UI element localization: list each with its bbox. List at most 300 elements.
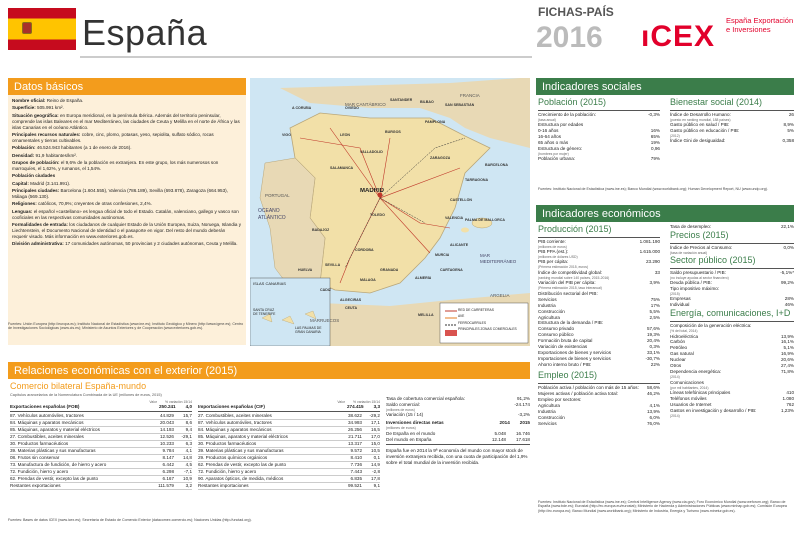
social-fuentes: Fuentes: Instituto Nacional de Estadística (www.ine.es); Banco Mundial (www.worldbank.org); Human Development Report, NU (www.undp.org).: [538, 187, 768, 191]
bien-row-value: 5%: [787, 128, 794, 134]
right-row-value: 22,1%: [780, 224, 794, 229]
bien-row-value: 26: [788, 111, 794, 117]
trade-item: 87. Vehículos automóviles, tractores: [198, 419, 272, 425]
datos-item: [12, 181, 242, 187]
trade-col-valor: Valor: [149, 399, 158, 404]
trade-var: -29,2: [369, 413, 380, 418]
row-wrap: [670, 245, 794, 255]
bienestar-panel: [670, 97, 794, 187]
map-city-label: VIGO: [282, 133, 291, 137]
datos-item: [12, 145, 242, 151]
datos-key: Situación geográfica:: [12, 112, 59, 118]
trade-vals: [152, 476, 192, 482]
energia-row-key: Comunicaciones: [670, 379, 704, 385]
trade-var: 10,9: [183, 475, 192, 481]
trade-row: [10, 476, 192, 483]
datos-value: en Europa meridional, en la península Ibérica. Además del territorio peninsular, comprende las islas Baleares en el mar Mediterráneo, las ciudades de Ceuta y Melilla en el norte de África y las islas Canarias en el océano Atlántico.: [12, 112, 240, 130]
map-label-argelia: ARGELIA: [490, 293, 510, 298]
trade-val: 7.736: [350, 461, 362, 467]
map-city-label: HUELVA: [298, 268, 313, 272]
trade-item: 90. Aparatos ópticos, de medida, médicos: [198, 475, 284, 481]
precios-title: Precios (2015): [670, 229, 729, 240]
comercio-panel: [10, 381, 380, 511]
sector-row-value: 99,2%: [780, 280, 794, 286]
bienestar-title: Bienestar social (2014): [670, 97, 763, 107]
pob-row-value: 0,96: [651, 145, 660, 151]
empleo-rows: [538, 385, 660, 427]
pob-row-key: 16-64 años: [538, 134, 561, 140]
prod-row-value: 57,6%: [646, 326, 660, 332]
map-city-label: CÓRDOBA: [355, 248, 374, 252]
datos-item: [12, 132, 242, 144]
map-city-label: BADAJOZ: [312, 228, 330, 232]
datos-value: 46.524.943 habitantes (a 1 de enero de 2016).: [35, 145, 132, 151]
row-wrap: [670, 323, 794, 333]
comercio-title: Comercio bilateral España-mundo: [10, 381, 147, 391]
trade-val: 44.829: [159, 413, 174, 418]
trade-row: [198, 434, 380, 441]
row-wrap: [670, 380, 794, 390]
relaciones-header: Relaciones económicas con el exterior (2015): [8, 362, 530, 379]
trade-item: 62. Prendas de vestir, excepto las de punto: [198, 461, 287, 467]
prod-row-sub: (Primera estimación 2015, tasa interanual): [538, 286, 602, 291]
sector-row-sub: (2015): [670, 292, 680, 297]
inversiones-sub: (millones de euros): [386, 426, 416, 431]
exportaciones-table: [10, 400, 192, 490]
cob-row-key: Tasa de cobertura comercial española:: [386, 396, 465, 401]
trade-vals: [340, 434, 380, 440]
pob-row-key: Crecimiento de la población:: [538, 111, 596, 117]
trade-val: 8.410: [350, 454, 362, 460]
empleo-row-value: 13,9%: [646, 408, 660, 414]
map-city-label: VALLADOLID: [360, 150, 383, 154]
row-wrap: [386, 402, 530, 412]
datos-key: Superficie:: [12, 105, 36, 111]
trade-val: 6.167: [162, 475, 174, 481]
trade-item: 87. Vehículos automóviles, tractores: [10, 413, 84, 418]
datos-item: [12, 160, 242, 172]
map-city-label: ALMERÍA: [415, 276, 432, 280]
prod-row-key: Construcción: [538, 308, 565, 314]
empleo-row-key: Construcción: [538, 414, 565, 420]
trade-row: [10, 462, 192, 469]
datos-item: [12, 241, 242, 247]
trade-row: [198, 413, 380, 420]
cobertura-panel: [386, 396, 530, 511]
row-wrap: [670, 128, 794, 138]
trade-var: -7,1: [184, 468, 192, 474]
prod-row-value: 1.615.000: [639, 249, 660, 255]
energia-row-key: Petróleo: [670, 345, 688, 351]
datos-value: 17 comunidades autónomas, 50 provincias y 2 ciudades autónomas, Ceuta y Melilla.: [63, 241, 238, 247]
trade-vals: [340, 448, 380, 454]
energia-row-key: Líneas telefónicas principales: [670, 390, 731, 396]
row-wrap: [538, 239, 660, 249]
row-wrap: [538, 249, 660, 259]
prod-row-value: 0,3%: [649, 344, 660, 350]
trade-row: [198, 441, 380, 448]
map-city-label: ALGECIRAS: [340, 298, 362, 302]
prod-row-value: 23.290: [645, 259, 660, 265]
map-label-canarias: ISLAS CANARIAS: [253, 281, 286, 286]
datos-key: Capital:: [12, 180, 29, 186]
cob-row-value: -3,2%: [517, 412, 530, 418]
datos-value: católicos, 70,9%; creyentes de otras confesiones, 2,4%.: [36, 201, 152, 207]
prod-row-key: PIB corriente:: [538, 238, 566, 244]
trade-item: 27. Combustibles, aceites minerales: [198, 413, 272, 418]
trade-item: 73. Manufactura de fundición, de hierro y acero: [10, 461, 107, 467]
prod-row-value: 33: [654, 269, 660, 275]
datos-key: Lenguas:: [12, 208, 33, 214]
trade-total-val: 250.241: [159, 404, 176, 410]
prod-row-sub: (millones de euros): [538, 244, 567, 249]
trade-vals: [340, 413, 380, 419]
trade-item: 72. Fundición, hierro y acero: [10, 468, 69, 474]
energia-row-value: 5,1%: [783, 345, 794, 351]
legend-item: FERROCARRILES: [458, 320, 487, 325]
datos-fuentes: Fuentes: Unión Europea (http://europa.eu); Instituto Nacional de Estadística (www.ine.es); Instituto Geológico y Minero (http://www.igme.es); Centro de Investigaciones Sociológicas (www.cis.es); Ministerio de Asuntos Exteriores y de Cooperación (www.exteriores.gob.es).: [8, 322, 244, 331]
cob-row-sub: (millones de euros): [386, 407, 415, 412]
energia-row-value: 1.080: [782, 396, 794, 402]
prod-row-key: Variación de existencias: [538, 344, 588, 350]
trade-item: 84. Máquinas y aparatos mecánicos: [198, 426, 272, 432]
empleo-row-key: Servicios: [538, 420, 557, 426]
empleo-row-value: 76,0%: [646, 420, 660, 426]
row-wrap: [670, 369, 794, 379]
prod-row-value: 2,5%: [649, 314, 660, 320]
legend-item: RED DE CARRETERAS: [458, 308, 494, 312]
trade-vals: [340, 483, 380, 489]
trade-vals: [340, 476, 380, 482]
trade-row: [10, 434, 192, 441]
trade-vals: [152, 434, 192, 440]
energia-row-value: 16,1%: [780, 339, 794, 345]
legend-item: AVE: [458, 314, 465, 319]
trade-vals: [152, 455, 192, 461]
row-wrap: [670, 408, 794, 418]
trade-val: 9.784: [162, 447, 174, 453]
precios-row-sub: (tasa de variación anual): [670, 250, 708, 255]
sector-row-key: Deuda pública / PIB:: [670, 280, 712, 286]
energia-row-value: 20,6%: [780, 357, 794, 363]
map-city-label: CASTELLÓN: [450, 198, 472, 202]
map-city-label: CEUTA: [345, 306, 358, 310]
prod-row-value: -30,7%: [645, 356, 660, 362]
prod-row-key: Índice de competitividad global:: [538, 269, 603, 275]
trade-val: 10.233: [159, 440, 174, 446]
prod-row-value: 5,5%: [649, 308, 660, 314]
trade-item: 85. Máquinas, aparatos y material eléctricos: [198, 433, 288, 439]
prod-row-value: 33,1%: [646, 350, 660, 356]
importaciones-table: [198, 400, 380, 490]
trade-row: [10, 483, 192, 490]
datos-key: Población ciudades: [12, 173, 56, 179]
trade-var: 9,1: [373, 482, 380, 488]
bien-row-key: Gasto público en educación / PIB:: [670, 128, 740, 134]
trade-val: 6.835: [350, 475, 362, 481]
trade-item: 72. Fundición, hierro y acero: [198, 468, 257, 474]
inv-row: [386, 437, 530, 443]
datos-item: [12, 201, 242, 207]
row-wrap: [538, 259, 660, 269]
trade-val: 34.993: [347, 419, 362, 425]
map-label-francia: FRANCIA: [460, 93, 480, 98]
map-label-tenerife: SANTA CRUZ DE TENERIFE: [253, 308, 276, 317]
trade-row: [198, 462, 380, 469]
row-wrap: [538, 146, 660, 156]
bien-row-value: 0,358: [782, 138, 794, 144]
produccion-title: Producción (2015): [538, 224, 612, 234]
map-city-label: PAMPLONA: [425, 120, 446, 124]
datos-basicos-header: Datos básicos: [8, 78, 246, 95]
trade-item: 30. Productos farmacéuticos: [198, 440, 257, 446]
map-city-label: BURGOS: [385, 130, 401, 134]
trade-val: 7.443: [350, 468, 362, 474]
datos-value: 505.991 km².: [35, 105, 64, 111]
energia-row-value: 16,9%: [780, 351, 794, 357]
comercio-note: Capítulos arancelarios de la Nomenclatura Combinada de la UE (millones de euros, 2015): [10, 392, 162, 397]
country-title: España: [82, 12, 208, 53]
prod-row-key: Variación del PIB per cápita:: [538, 280, 596, 286]
pob-row-value: 19%: [650, 139, 660, 145]
map-city-label: VALENCIA: [445, 216, 464, 220]
datos-value: Barcelona (1.604.555), Valencia (786.189), Sevilla (693.878), Zaragoza (664.953), Málaga (569.130).: [12, 188, 228, 200]
trade-vals: [152, 441, 192, 447]
inv-item: Del mundo en España: [386, 436, 432, 442]
trade-val: 26.256: [347, 426, 362, 432]
trade-val: 13.317: [347, 440, 362, 446]
trade-vals: [152, 448, 192, 454]
trade-val: 20.043: [159, 419, 174, 425]
prod-row-key: Formación bruta de capital: [538, 338, 593, 344]
pob-row-key: Estructura por edades: [538, 122, 584, 128]
inv-2015: 16.746: [515, 430, 530, 436]
prod-row-value: 20,4%: [646, 338, 660, 344]
energia-row-value: 1,23%: [780, 408, 794, 413]
sector-rows: [670, 270, 794, 309]
legend-item: PRINCIPALES ZONAS COMERCIALES: [458, 327, 517, 332]
datos-value: el 9,6% de la población es extranjera. En este grupo, los más numerosos son marroquíes, el 1,62%, y rumanos, el 1,54%.: [12, 160, 219, 172]
eco-header: Indicadores económicos: [536, 205, 794, 222]
map-label-madrid: MADRID: [360, 188, 384, 194]
trade-vals: [152, 462, 192, 468]
trade-item: Restantes exportaciones: [10, 482, 61, 488]
cob-row-value: -24.174: [514, 401, 530, 407]
prod-row-key: Distribución sectorial del PIB:: [538, 290, 598, 296]
datos-value: 91,9 habitantes/km².: [34, 152, 78, 158]
precios-row-value: 0,0%: [783, 244, 794, 250]
trade-col-var: % variación 15/14: [353, 399, 380, 404]
poblacion-title: Población (2015): [538, 97, 607, 107]
sector-row-value: 28%: [784, 296, 794, 302]
produccion-rows: [538, 239, 660, 369]
trade-var: 17,8: [371, 475, 380, 481]
trade-var: 15,0: [371, 440, 380, 446]
trade-title: Exportaciones españolas (FOB): [10, 404, 80, 410]
eco-right-panel: [670, 224, 794, 499]
bien-row-key: Gasto público en salud / PIB:: [670, 122, 730, 128]
sector-row-key: Saldo presupuestario / PIB:: [670, 269, 726, 275]
trade-val: 38.622: [347, 413, 362, 418]
fichas-label: FICHAS-PAÍS: [538, 5, 614, 19]
trade-val: 6.298: [162, 468, 174, 474]
trade-var: 8,6: [185, 419, 192, 425]
prod-row-value: 3,9%: [649, 280, 660, 286]
trade-var: 17,1: [371, 419, 380, 425]
trade-row: [198, 427, 380, 434]
trade-var: 10,5: [371, 447, 380, 453]
prod-row-key: Servicios: [538, 296, 557, 302]
cob-row-key: Saldo comercial:: [386, 401, 420, 407]
trade-row: [10, 455, 192, 462]
trade-item: 30. Productos farmacéuticos: [10, 440, 69, 446]
trade-row: [10, 448, 192, 455]
energia-row-key: Hidroeléctrica: [670, 333, 699, 339]
bien-row-key: Índice de Desarrollo Humano:: [670, 111, 731, 117]
map-city-label: TOLEDO: [370, 213, 385, 217]
trade-item: 29. Productos químicos orgánicos: [198, 454, 268, 460]
datos-value: Reino de España.: [45, 98, 84, 103]
trade-var: 16,5: [371, 426, 380, 432]
trade-row: [198, 476, 380, 483]
precios-row-key: Índice de Precios al Consumo:: [670, 244, 733, 250]
empleo-title: Empleo (2015): [538, 370, 598, 381]
trade-col-valor: Valor: [337, 399, 346, 404]
energia-row-key: Usuarios de Internet: [670, 402, 712, 408]
map-city-label: SANTANDER: [390, 98, 413, 102]
cob-row-value: 91,2%: [516, 396, 530, 401]
datos-value: el español «castellano» es lengua oficial de todo el Estado. Catalán, valenciano, gallego y vasco son cooficiales en las respectivas comunidades autónomas.: [12, 208, 239, 220]
sector-row-value: -5,1%*: [780, 269, 794, 275]
datos-item: [12, 222, 242, 240]
spain-map: [250, 78, 530, 346]
sector-row-sub: (no incluye ayudas al sector financiero): [670, 275, 729, 280]
trade-vals: [152, 427, 192, 433]
pob-row-sub: (hombres por mujer): [538, 151, 569, 156]
inversion-text: España fue en 2014 la 9ª economía del mundo con mayor stock de inversión extranjera recibida, con una cuota de participación del 1,9% sobre el total mundial de la inversión recibida.: [386, 447, 528, 465]
pob-row-value: -0,3%: [647, 111, 660, 117]
trade-item: 39. Materias plásticas y sus manufacturas: [10, 447, 96, 453]
map-city-label: A CORUÑA: [292, 106, 312, 110]
trade-row: [198, 455, 380, 462]
energia-row-value: 13,9%: [780, 333, 794, 339]
empleo-row-key: Mujeres activas / población activa total:: [538, 390, 618, 396]
pob-row-key: 0-16 años: [538, 128, 559, 134]
trade-val: 12.526: [159, 433, 174, 439]
icex-logo: ıCEX: [641, 20, 716, 53]
map-label-marruecos: MARRUECOS: [310, 318, 340, 323]
energia-row-key: Gastos en investigación y desarrollo / PIB:: [670, 408, 757, 413]
datos-value: cobre, cinc, plomo, potasas, yeso, sepiolita, sulfato sódico, rocas ornamentales y tierras cultivables.: [12, 132, 214, 143]
map-city-label: GRANADA: [380, 268, 399, 272]
pob-row-key: Estructura de género:: [538, 145, 583, 151]
inv-col-2015: 2015: [519, 420, 530, 426]
inv-2015: 17.618: [515, 436, 530, 442]
datos-key: Nombre oficial:: [12, 98, 46, 103]
bienestar-rows: [670, 112, 794, 145]
map-label-laspalmas: LAS PALMAS DE GRAN CANARIA: [295, 326, 322, 335]
energia-row-sub: (por mil habitantes, 2014): [670, 385, 709, 390]
row-wrap: [670, 270, 794, 280]
datos-value: Madrid (3.141.991).: [28, 180, 71, 186]
energia-row-key: Teléfonos móviles: [670, 396, 707, 402]
cob-row: [386, 412, 530, 418]
map-city-label: SAN SEBASTIÁN: [445, 103, 475, 107]
empleo-row: [538, 421, 660, 427]
datos-item: [12, 153, 242, 159]
map-city-label: BILBAO: [420, 100, 434, 104]
trade-vals: [340, 420, 380, 426]
inv-2014: 5.048: [494, 430, 506, 436]
trade-val: 14.193: [159, 426, 174, 432]
trade-item: 27. Combustibles, aceites minerales: [10, 433, 84, 439]
social-header: Indicadores sociales: [536, 78, 794, 95]
map-city-label: SEVILLA: [325, 263, 341, 267]
pob-row-value: 79%: [650, 156, 660, 162]
prod-row-value: 19,3%: [646, 332, 660, 338]
trade-var: 14,9: [371, 461, 380, 467]
row-wrap: [538, 421, 660, 427]
prod-row-value: 22%: [650, 362, 660, 368]
energia-row-sub: (2014): [670, 375, 680, 380]
map-legend: [458, 307, 517, 333]
datos-item: [12, 209, 242, 221]
right-row-key: Tasa de desempleo:: [670, 224, 712, 229]
energia-row-key: Composición de la generación eléctrica:: [670, 323, 752, 329]
sector-row-key: Tipo impositivo máximo:: [670, 286, 720, 292]
energia-row-value: 762: [786, 402, 794, 408]
trade-item: 84. Máquinas y aparatos mecánicos: [10, 419, 84, 425]
prod-row-sub: (ranking mundial sobre 140 países, 2015-2016): [538, 275, 610, 280]
trade-var: 4,1: [185, 447, 192, 453]
trade-row: [10, 413, 192, 420]
map-city-label: BARCELONA: [485, 163, 508, 167]
trade-val: 8.147: [162, 454, 174, 460]
trade-var: 14,8: [183, 454, 192, 460]
datos-value: los ciudadanos de cualquier Estado de la Unión Europea, Suiza, Noruega, Islandia y Liechtenstein, el Documento Nacional de Identidad o el pasaporte en vigor. Del resto del mundo deberán requerir visado. Más información en www.exteriores.gob.es.: [12, 222, 242, 240]
trade-total-var: 4,0: [185, 404, 192, 410]
energia-rows: [670, 323, 794, 418]
trade-row: [198, 483, 380, 490]
energia-row-key: Nuclear: [670, 357, 686, 363]
cob-row-key: Variación (15 / 14): [386, 412, 424, 418]
datos-basicos-panel: [8, 95, 246, 345]
pob-row-key: 65 años o más: [538, 139, 569, 145]
empleo-row-key: Agricultura: [538, 402, 560, 408]
trade-item: 08. Frutos sin conservar: [10, 454, 60, 460]
map-city-label: TARRAGONA: [465, 178, 489, 182]
poblacion-panel: [538, 97, 660, 187]
bien-row-sub: (puesto en ranking mundial, 188 países): [670, 117, 731, 122]
eco-fuentes: Fuentes: Instituto Nacional de Estadística (www.ine.es); Central Intelligence Agency (www.cia.gov); Foro Económico Mundial (www.weforum.org); Banco de España (www.bde.es); Eurostat (http://ec.europa.eu/eurostat); Ministerio de Hacienda y Administraciones Públicas (www.minhap.gob.es); Comisión Europea (http://ec.europa.eu); Banco Mundial (www.worldbank.org); Ministerio de Industria, Energía y Turismo (www.minetur.gob.es).: [538, 500, 787, 513]
sector-row-key: Individual: [670, 302, 690, 308]
pob-row-sub: (tasa anual): [538, 117, 556, 122]
sector-row-value: 46%: [784, 302, 794, 308]
precios-rows: [670, 245, 794, 255]
map-city-label: MELILLA: [418, 313, 434, 317]
inv-item: De España en el mundo: [386, 430, 436, 436]
row-wrap: [538, 156, 660, 162]
empleo-row-value: 46,2%: [646, 390, 660, 396]
trade-row: [10, 420, 192, 427]
prod-row-key: Consumo privado: [538, 326, 575, 332]
prod-row-key: Agricultura: [538, 314, 560, 320]
trade-item: Restantes importaciones: [198, 482, 249, 488]
trade-total-var: 3,3: [373, 404, 380, 410]
inv-2014: 12.148: [491, 436, 506, 442]
produccion-panel: [538, 224, 660, 499]
pob-row-value: 65%: [650, 134, 660, 140]
